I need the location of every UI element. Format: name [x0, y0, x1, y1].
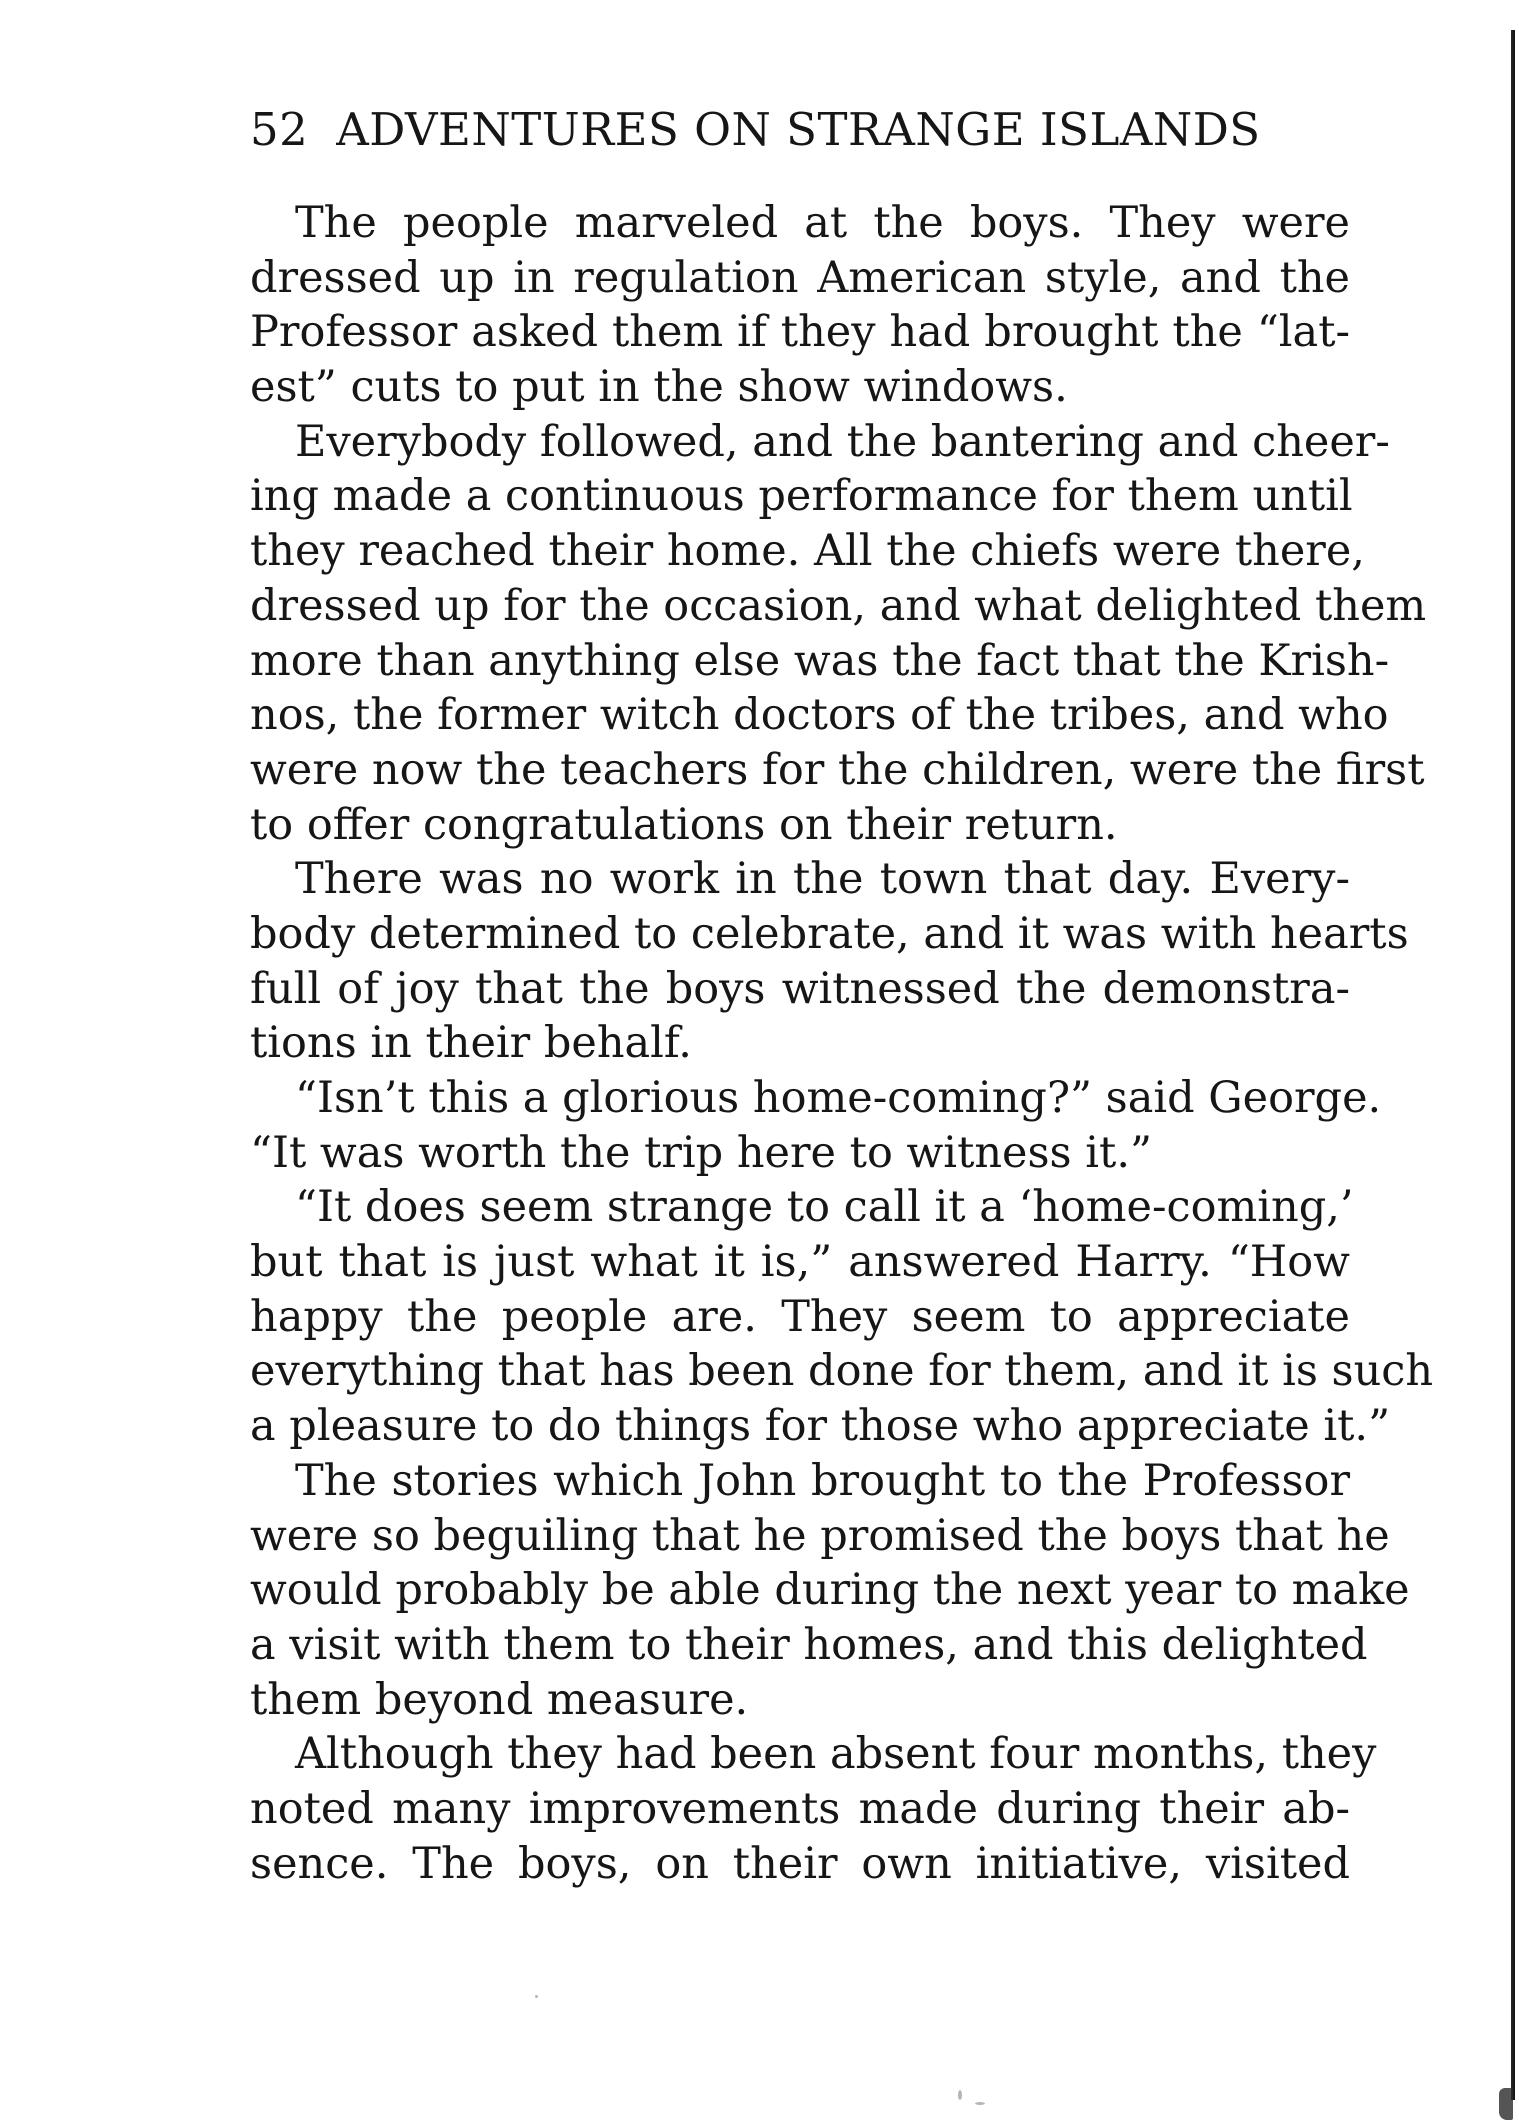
paper-speck [958, 2090, 962, 2100]
text-line: nos, the former witch doctors of the tribes, and who [250, 690, 1389, 741]
text-line: would probably be able during the next year to make [250, 1565, 1410, 1616]
text-line: a pleasure to do things for those who appreciate it.” [250, 1401, 1391, 1452]
text-line: “Isn’t this a glorious home-coming?” said George. [295, 1073, 1382, 1123]
text-line: were so beguiling that he promised the boys that he [250, 1510, 1390, 1561]
text-line: a visit with them to their homes, and this delighted [250, 1619, 1368, 1670]
text-line: they reached their home. All the chiefs were there, [250, 526, 1365, 577]
text-line: everything that has been done for them, and it is such [250, 1346, 1434, 1397]
text-line: full of joy that the boys witnessed the demonstra- [250, 963, 1350, 1014]
text-line: dressed up for the occasion, and what delighted them [250, 580, 1427, 631]
text-line: The stories which John brought to the Professor [295, 1455, 1350, 1506]
text-line: to offer congratulations on their return. [250, 799, 1118, 850]
text-line: Professor asked them if they had brought the “lat- [250, 307, 1350, 358]
text-line: sence. The boys, on their own initiative, visited [250, 1838, 1350, 1889]
text-line: more than anything else was the fact that the Krish- [250, 635, 1390, 686]
text-line: Everybody followed, and the bantering and cheer- [295, 416, 1390, 467]
text-line: happy the people are. They seem to appreciate [250, 1291, 1350, 1342]
text-line: There was no work in the town that day. Every- [295, 854, 1350, 905]
text-line: dressed up in regulation American style, and the [250, 252, 1350, 303]
text-line: est” cuts to put in the show windows. [250, 362, 1068, 413]
page-edge-shadow [1511, 30, 1515, 2100]
text-line: tions in their behalf. [250, 1018, 692, 1069]
paper-speck [975, 2102, 985, 2105]
text-line: body determined to celebrate, and it was with hearts [250, 908, 1409, 959]
running-head [250, 102, 1310, 158]
page-number: 52 [250, 103, 309, 156]
page-corner-mark [1499, 2088, 1513, 2120]
text-line: “It does seem strange to call it a ‘home-coming,’ [295, 1182, 1354, 1233]
text-line: ing made a continuous performance for them until [250, 471, 1353, 522]
text-line: Although they had been absent four months, they [295, 1729, 1377, 1780]
paper-speck [535, 1995, 538, 1998]
body-text [250, 196, 1434, 1891]
text-line: but that is just what it is,” answered Harry. “How [250, 1237, 1350, 1288]
text-line: noted many improvements made during their ab- [250, 1783, 1350, 1834]
text-line: were now the teachers for the children, were the first [250, 744, 1425, 795]
book-title: ADVENTURES ON STRANGE ISLANDS [336, 103, 1261, 156]
text-line: them beyond measure. [250, 1674, 749, 1725]
text-line: “It was worth the trip here to witness it.” [250, 1127, 1152, 1178]
text-line: The people marveled at the boys. They were [295, 198, 1350, 248]
